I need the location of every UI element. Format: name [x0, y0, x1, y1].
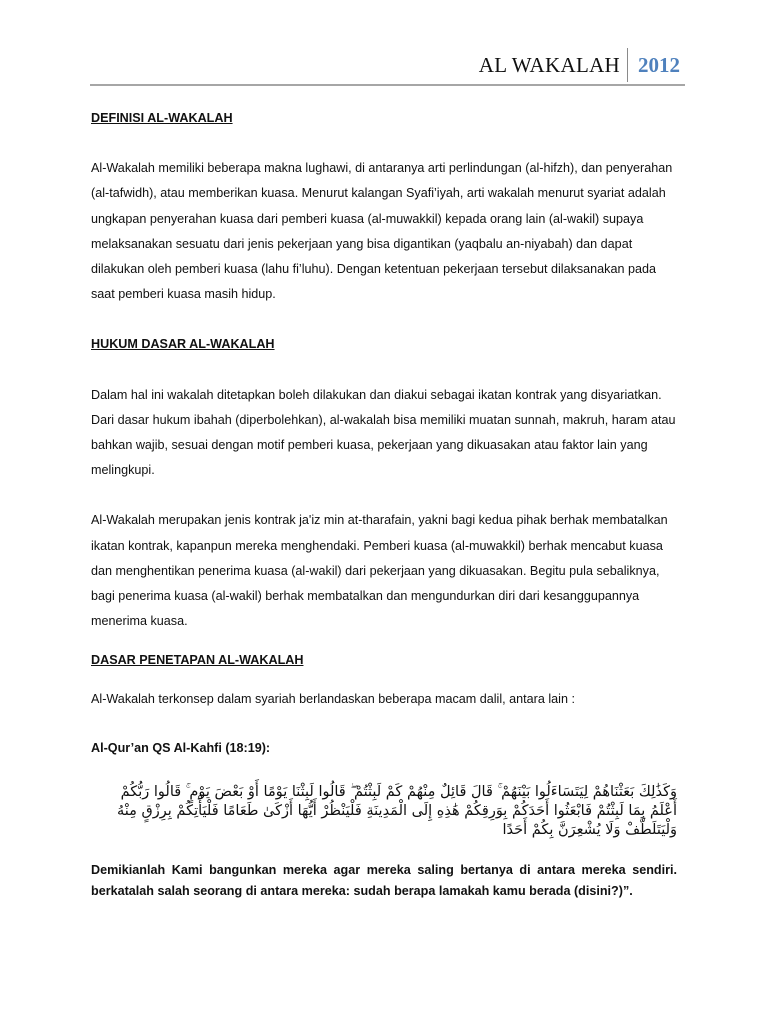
verse-translation: Demikianlah Kami bangunkan mereka agar mereka saling bertanya di antara mereka sendiri. berkatalah salah seorang di antara mereka: sudah berapa lamakah kamu berada (disini?)”.	[91, 863, 677, 899]
paragraph-hukum-2: Al-Wakalah merupakan jenis kontrak ja'iz min at-tharafain, yakni bagi kedua pihak berhak membatalkan ikatan kontrak, kapanpun mereka menghendaki. Pemberi kuasa (al-muwakkil) berhak mencabut kuasa dan menghentikan penerima kuasa (al-wakil) dari pekerjaan yang dikuasakan. Begitu pula sebaliknya, bagi penerima kuasa (al-wakil) berhak membatalkan dan mengundurkan diri dari kesanggupannya menerima kuasa.	[91, 513, 668, 629]
quote-heading: Al-Qur’an QS Al-Kahfi (18:19):	[91, 740, 271, 755]
page-header	[479, 48, 680, 82]
heading-definisi: DEFINISI AL-WAKALAH	[91, 111, 233, 125]
header-year: 2012	[638, 53, 680, 77]
document-body	[91, 106, 677, 902]
header-title: AL WAKALAH	[478, 53, 620, 77]
heading-dasar: DASAR PENETAPAN AL-WAKALAH	[91, 653, 304, 668]
paragraph-definisi: Al-Wakalah memiliki beberapa makna lughawi, di antaranya arti perlindungan (al-hifzh), dan penyerahan (al-tafwidh), atau memberikan kuasa. Menurut kalangan Syafi’iyah, arti wakalah menurut syariat adalah ungkapan penyerahan kuasa dari pemberi kuasa (al-muwakkil) kepada orang lain (al-wakil) supaya melaksanakan sesuatu dari jenis pekerjaan yang bisa digantikan (yaqbalu an-niyabah) dan dapat dilakukan oleh pemberi kuasa (lahu fi’luhu). Dengan ketentuan pekerjaan tersebut dilaksanakan pada saat pemberi kuasa masih hidup.	[91, 161, 673, 302]
paragraph-dasar-intro: Al-Wakalah terkonsep dalam syariah berlandaskan beberapa macam dalil, antara lain :	[91, 691, 575, 706]
paragraph-hukum-1: Dalam hal ini wakalah ditetapkan boleh dilakukan dan diakui sebagai ikatan kontrak yang disyariatkan. Dari dasar hukum ibahah (diperbolehkan), al-wakalah bisa memiliki muatan sunnah, makruh, haram atau bahkan wajib, sesuai dengan motif pemberi kuasa, pekerjaan yang dikuasakan atau faktor lain yang melingkupi.	[91, 387, 676, 478]
header-rule	[90, 84, 685, 86]
arabic-verse: وَكَذَٰلِكَ بَعَثْنَاهُمْ لِيَتَسَاءَلُوا بَيْنَهُمْ ۚ قَالَ قَائِلٌ مِنْهُمْ كَمْ لَبِثْتُمْ ۖ قَالُوا لَبِثْنَا يَوْمًا أَوْ بَعْضَ يَوْمٍ ۚ قَالُوا رَبُّكُمْ أَعْلَمُ بِمَا لَبِثْتُمْ فَابْعَثُوا أَحَدَكُمْ بِوَرِقِكُمْ هَٰذِهِ إِلَى الْمَدِينَةِ فَلْيَنْظُرْ أَيُّهَا أَزْكَىٰ طَعَامًا فَلْيَأْتِكُمْ بِرِزْقٍ مِنْهُ وَلْيَتَلَطَّفْ وَلَا يُشْعِرَنَّ بِكُمْ أَحَدًا	[117, 784, 677, 839]
heading-hukum: HUKUM DASAR AL-WAKALAH	[91, 337, 275, 352]
